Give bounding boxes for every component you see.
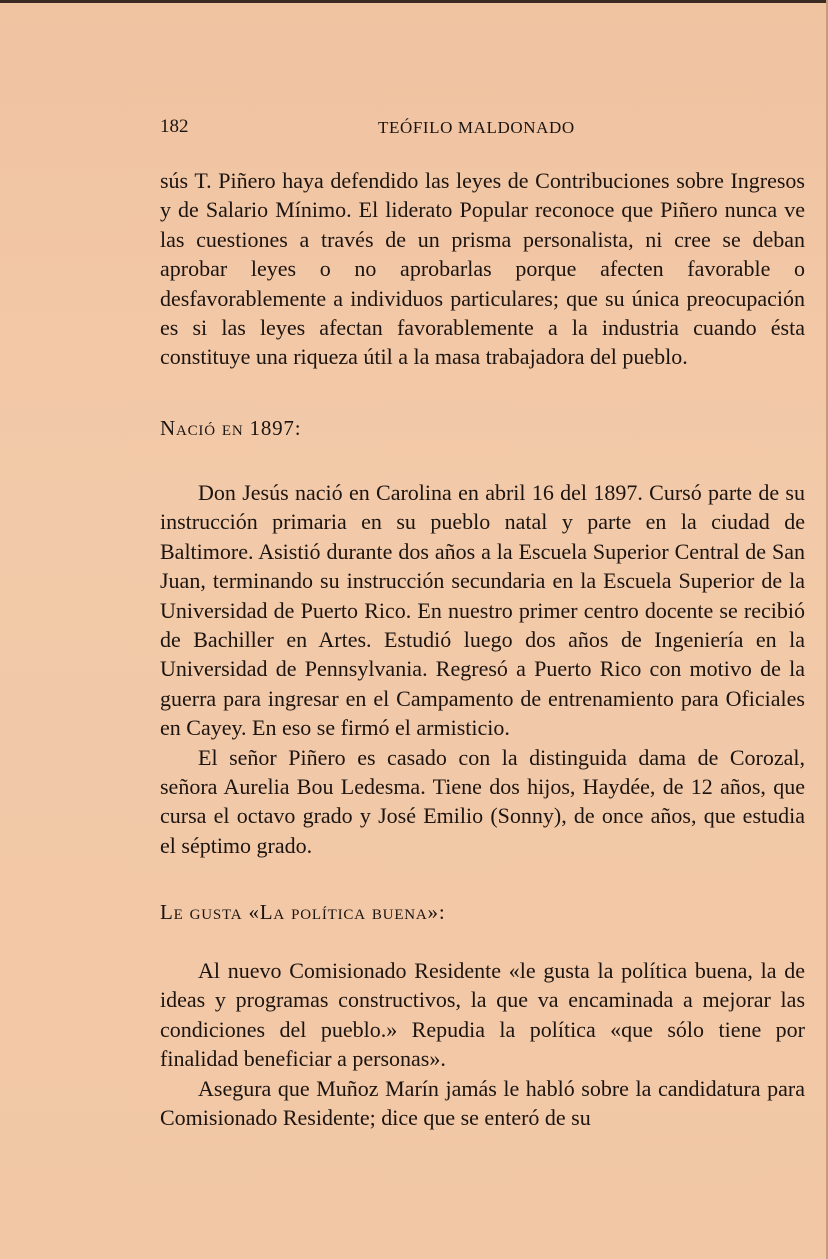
born-paragraph-2: El señor Piñero es casado con la distinguida dama de Corozal, señora Aurelia Bou Ledesma. Tiene dos hijos, Haydée, de 12 años, que cursa el octavo grado y José Emilio (Sonny), de once años, que estudia el séptimo grado. xyxy=(160,744,805,858)
politics-paragraph-1: Al nuevo Comisionado Residente «le gusta la política buena, la de ideas y programas constructivos, la que va encaminada a mejorar las condiciones del pueblo.» Repudia la política «que sólo tiene por finalidad beneficiar a personas». xyxy=(160,958,805,1072)
politics-section xyxy=(160,956,805,1132)
born-section xyxy=(160,478,805,860)
intro-section xyxy=(160,166,805,372)
page-number: 182 xyxy=(160,116,189,137)
section-heading-born: Nació en 1897: xyxy=(160,416,302,440)
politics-paragraph-2: Asegura que Muñoz Marín jamás le habló sobre la candidatura para Comisionado Residente; dice que se enteró de su xyxy=(160,1075,805,1131)
section-heading-politics: Le gusta «La política buena»: xyxy=(160,900,446,924)
page-top-edge xyxy=(0,0,828,3)
running-title: TEÓFILO MALDONADO xyxy=(378,118,575,137)
intro-paragraph: sús T. Piñero haya defendido las leyes de Contribuciones sobre Ingresos y de Salario Mínimo. El liderato Popular reconoce que Piñero nunca ve las cuestiones a través de un prisma personalista, ni cree se deban aprobar leyes o no aprobarlas porque afecten favorable o desfavorablemente a individuos particulares; que su única preocupación es si las leyes afectan favorablemente a la industria cuando ésta constituye una riqueza útil a la masa trabajadora del pueblo. xyxy=(160,168,805,370)
born-paragraph-1: Don Jesús nació en Carolina en abril 16 del 1897. Cursó parte de su instrucción primaria en su pueblo natal y parte en la ciudad de Baltimore. Asistió durante dos años a la Escuela Superior Central de San Juan, terminando su instrucción secundaria en la Escuela Superior de la Universidad de Puerto Rico. En nuestro primer centro docente se recibió de Bachiller en Artes. Estudió luego dos años de Ingeniería en la Universidad de Pennsylvania. Regresó a Puerto Rico con motivo de la guerra para ingresar en el Campamento de entrenamiento para Oficiales en Cayey. En eso se firmó el armisticio. xyxy=(160,480,805,741)
running-head xyxy=(160,116,805,142)
